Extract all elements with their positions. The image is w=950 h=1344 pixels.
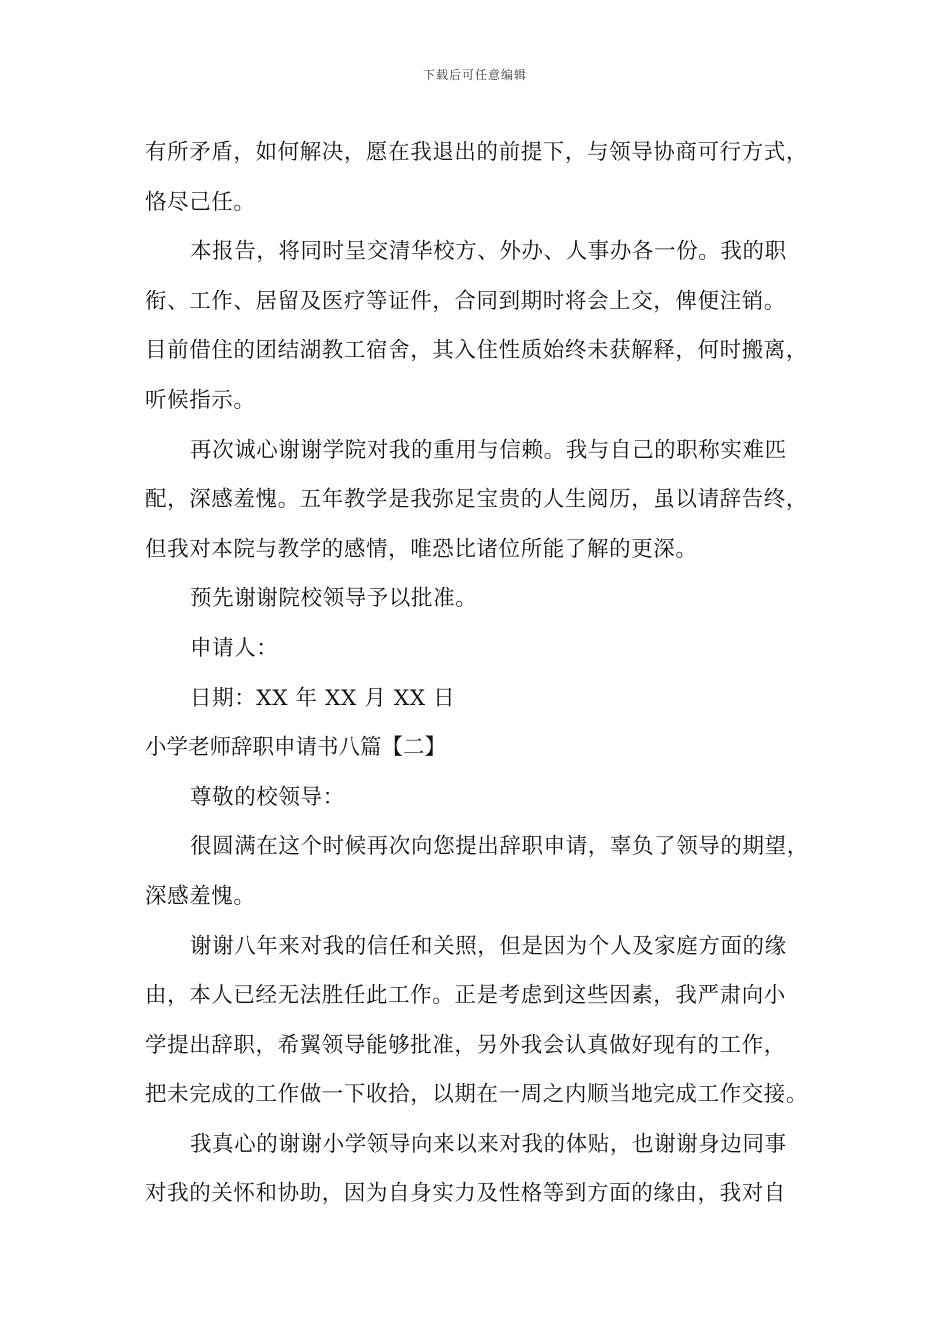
salutation: 尊敬的校领导：: [190, 784, 345, 810]
body-line: 目前借住的团结湖教工宿舍，其入住性质始终未获解释，何时搬离，: [145, 338, 809, 364]
body-line: 听候指示。: [145, 387, 256, 413]
body-line: 深感羞愧。: [145, 883, 256, 909]
body-line: 但我对本院与教学的感情，唯恐比诸位所能了解的更深。: [145, 536, 698, 562]
body-line: 配，深感羞愧。五年教学是我弥足宝贵的人生阅历，虽以请辞告终，: [145, 487, 809, 513]
paragraph-start-line: 本报告，将同时呈交清华校方、外办、人事办各一份。我的职: [190, 239, 787, 265]
paragraph-start-line: 再次诚心谢谢学院对我的重用与信赖。我与自己的职称实难匹: [190, 437, 787, 463]
body-line: 有所矛盾，如何解决，愿在我退出的前提下，与领导协商可行方式，: [145, 140, 809, 165]
body-line: 恪尽己任。: [145, 189, 256, 215]
paragraph-start-line: 预先谢谢院校领导予以批准。: [190, 586, 478, 612]
body-line: 衔、工作、居留及医疗等证件，合同到期时将会上交，俾便注销。: [145, 288, 786, 314]
date-line: 日期：XX 年 XX 月 XX 日: [190, 685, 456, 711]
paragraph-start-line: 我真心的谢谢小学领导向来以来对我的体贴，也谢谢身边同事: [190, 1131, 787, 1157]
applicant-line: 申请人：: [190, 635, 279, 661]
body-line: 由，本人已经无法胜任此工作。正是考虑到这些因素，我严肃向小: [145, 983, 786, 1009]
body-line: 学提出辞职，希翼领导能够批准，另外我会认真做好现有的工作，: [145, 1032, 786, 1058]
body-line: 把未完成的工作做一下收拾，以期在一周之内顺当地完成工作交接。: [145, 1082, 809, 1108]
document-body: [145, 128, 815, 1219]
section-heading: 小学老师辞职申请书八篇【二】: [145, 735, 447, 761]
page-header-note: 下载后可任意编辑: [422, 68, 527, 82]
paragraph-start-line: 谢谢八年来对我的信任和关照，但是因为个人及家庭方面的缘: [190, 933, 787, 959]
body-line: 对我的关怀和协助，因为自身实力及性格等到方面的缘由，我对自: [145, 1181, 786, 1207]
paragraph-start-line: 很圆满在这个时候再次向您提出辞职申请，辜负了领导的期望，: [190, 834, 809, 860]
